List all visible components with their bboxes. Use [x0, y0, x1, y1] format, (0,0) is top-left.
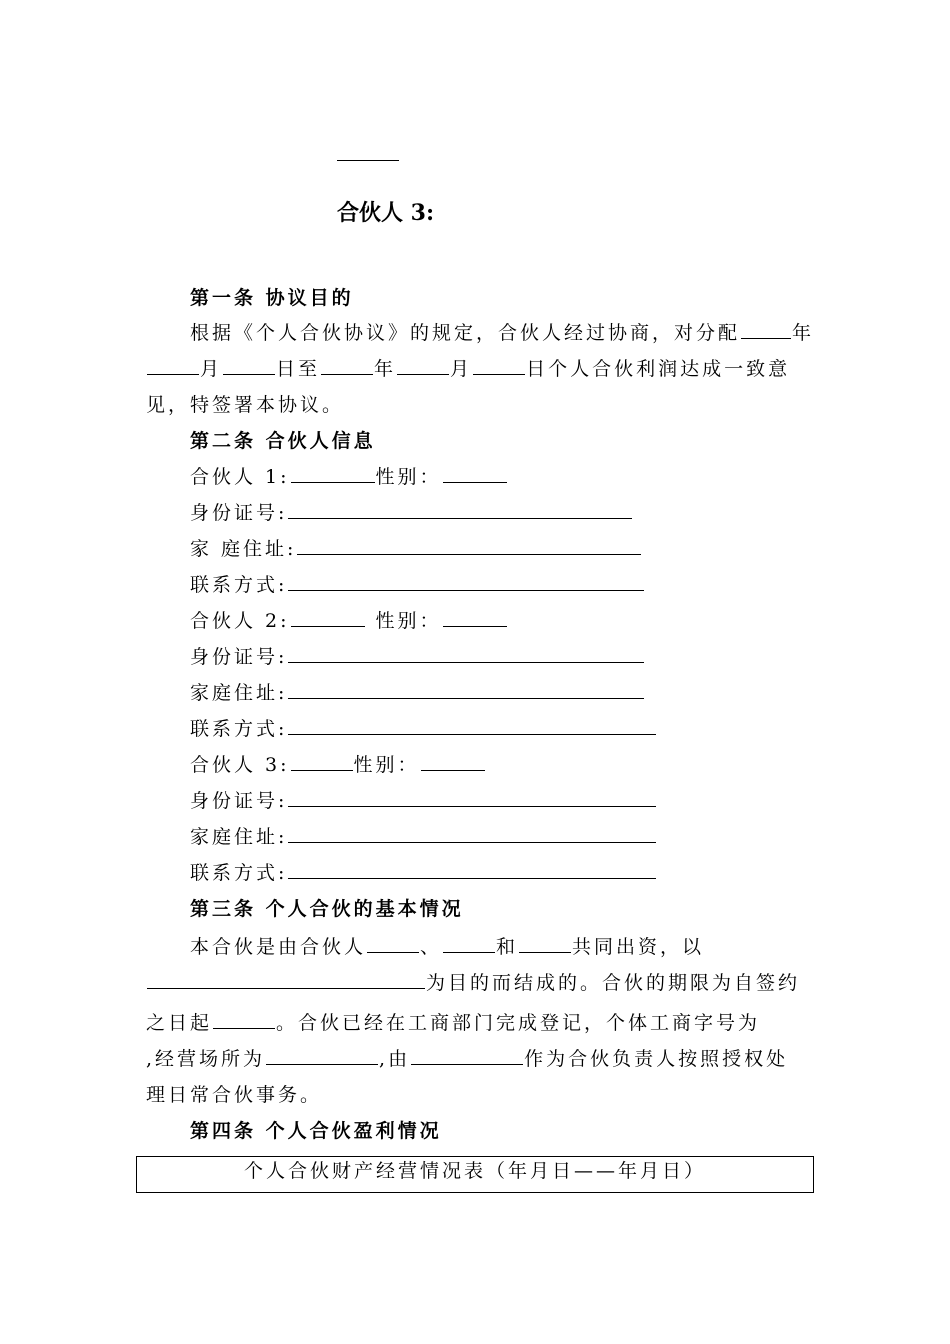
partner2-address-field[interactable] [288, 680, 644, 699]
partner1-gender-label: 性别： [375, 466, 442, 488]
partner2-id-row [190, 644, 645, 670]
partner3-id-row [190, 788, 657, 814]
partner1-name-label: 合伙人 1: [190, 466, 290, 488]
partner2-id-field[interactable] [288, 644, 644, 663]
article3-text: 。合伙已经在工商部门完成登记，个体工商字号为 [276, 1012, 761, 1034]
blank-month-end[interactable] [397, 356, 449, 375]
article1-line2-part: 月 [450, 358, 473, 380]
partner3-address-field[interactable] [288, 824, 656, 843]
partner3-gender-field[interactable] [421, 752, 485, 771]
partner3-name-row [190, 752, 486, 778]
article1-line1 [190, 320, 814, 346]
blank-year-start[interactable] [741, 320, 791, 339]
article3-text: 本合伙是由合伙人 [190, 936, 367, 958]
article3-line5: 理日常合伙事务。 [146, 1084, 323, 1106]
article1-line2-part: 年 [374, 358, 397, 380]
article4-title: 第四条 个人合伙盈利情况 [190, 1120, 442, 1142]
partner1-address-label: 家 庭住址: [190, 538, 297, 560]
partner1-contact-row [190, 572, 645, 598]
partner3-name-label: 合伙人 3: [190, 754, 290, 776]
signature-line [337, 160, 399, 161]
blank-day-end[interactable] [473, 356, 525, 375]
partner2-contact-field[interactable] [288, 716, 656, 735]
partner3-gender-label: 性别： [353, 754, 420, 776]
blank-day-start[interactable] [223, 356, 275, 375]
partner2-name-row [190, 608, 508, 634]
manager-field[interactable] [411, 1046, 523, 1065]
article1-title: 第一条 协议目的 [190, 287, 354, 309]
finance-table [136, 1156, 814, 1193]
partner2-address-row [190, 680, 645, 706]
partner3-name-field[interactable] [291, 752, 353, 771]
partner2-id-label: 身份证号: [190, 646, 288, 668]
article3-text: ,由 [379, 1048, 411, 1070]
partner3-address-row [190, 824, 657, 850]
partner3-id-field[interactable] [288, 788, 656, 807]
article3-text: 、 [420, 936, 443, 958]
article3-text: 为目的而结成的。合伙的期限为自签约 [426, 972, 801, 994]
finance-table-title: 个人合伙财产经营情况表（年月日——年月日） [243, 1160, 706, 1182]
partner1-contact-label: 联系方式: [190, 574, 288, 596]
partner3-address-label: 家庭住址: [190, 826, 288, 848]
article3-text: 和 [496, 936, 519, 958]
article3-text: 共同出资，以 [572, 936, 705, 958]
partner2-name-field[interactable] [291, 608, 365, 627]
partner2-name-label: 合伙人 2: [190, 610, 290, 632]
purpose-field[interactable] [147, 970, 425, 989]
article1-line1-end: 年 [792, 322, 815, 344]
partner3-contact-label: 联系方式: [190, 862, 288, 884]
article3-line3 [146, 1010, 760, 1036]
article3-line4 [146, 1046, 788, 1072]
article2-title: 第二条 合伙人信息 [190, 430, 376, 452]
article1-line3: 见，特签署本协议。 [146, 394, 345, 416]
partner2-gender-field[interactable] [443, 608, 507, 627]
article3-title: 第三条 个人合伙的基本情况 [190, 898, 464, 920]
article3-text: 之日起 [146, 1012, 213, 1034]
article1-line2-part: 月 [200, 358, 223, 380]
partner1-id-field[interactable] [288, 500, 632, 519]
partner1-contact-field[interactable] [288, 572, 644, 591]
term-field[interactable] [213, 1010, 275, 1029]
article3-text: 作为合伙负责人按照授权处 [524, 1048, 789, 1070]
partner1-gender-field[interactable] [443, 464, 507, 483]
article3-text: ,经营场所为 [146, 1048, 266, 1070]
article1-line2 [146, 356, 790, 382]
partner3-id-label: 身份证号: [190, 790, 288, 812]
partner-b-field[interactable] [443, 934, 495, 953]
partner1-name-field[interactable] [291, 464, 375, 483]
article3-line1 [190, 934, 704, 960]
partner3-heading: 合伙人 3: [337, 200, 435, 226]
partner2-address-label: 家庭住址: [190, 682, 288, 704]
partner1-name-row [190, 464, 508, 490]
partner-c-field[interactable] [519, 934, 571, 953]
partner2-gender-label: 性别： [375, 610, 442, 632]
article1-line2-part: 日个人合伙利润达成一致意 [526, 358, 791, 380]
premises-field[interactable] [266, 1046, 378, 1065]
partner1-address-row [190, 536, 642, 562]
partner1-id-row [190, 500, 633, 526]
partner1-address-field[interactable] [297, 536, 641, 555]
partner3-contact-row [190, 860, 657, 886]
partner2-contact-row [190, 716, 657, 742]
blank-month-start[interactable] [147, 356, 199, 375]
blank-year-end[interactable] [321, 356, 373, 375]
partner1-id-label: 身份证号: [190, 502, 288, 524]
partner3-contact-field[interactable] [288, 860, 656, 879]
article3-line2 [146, 970, 800, 996]
partner2-contact-label: 联系方式: [190, 718, 288, 740]
article1-line1-text: 根据《个人合伙协议》的规定，合伙人经过协商，对分配 [190, 322, 741, 344]
partner-a-field[interactable] [367, 934, 419, 953]
article1-line2-part: 日至 [276, 358, 321, 380]
